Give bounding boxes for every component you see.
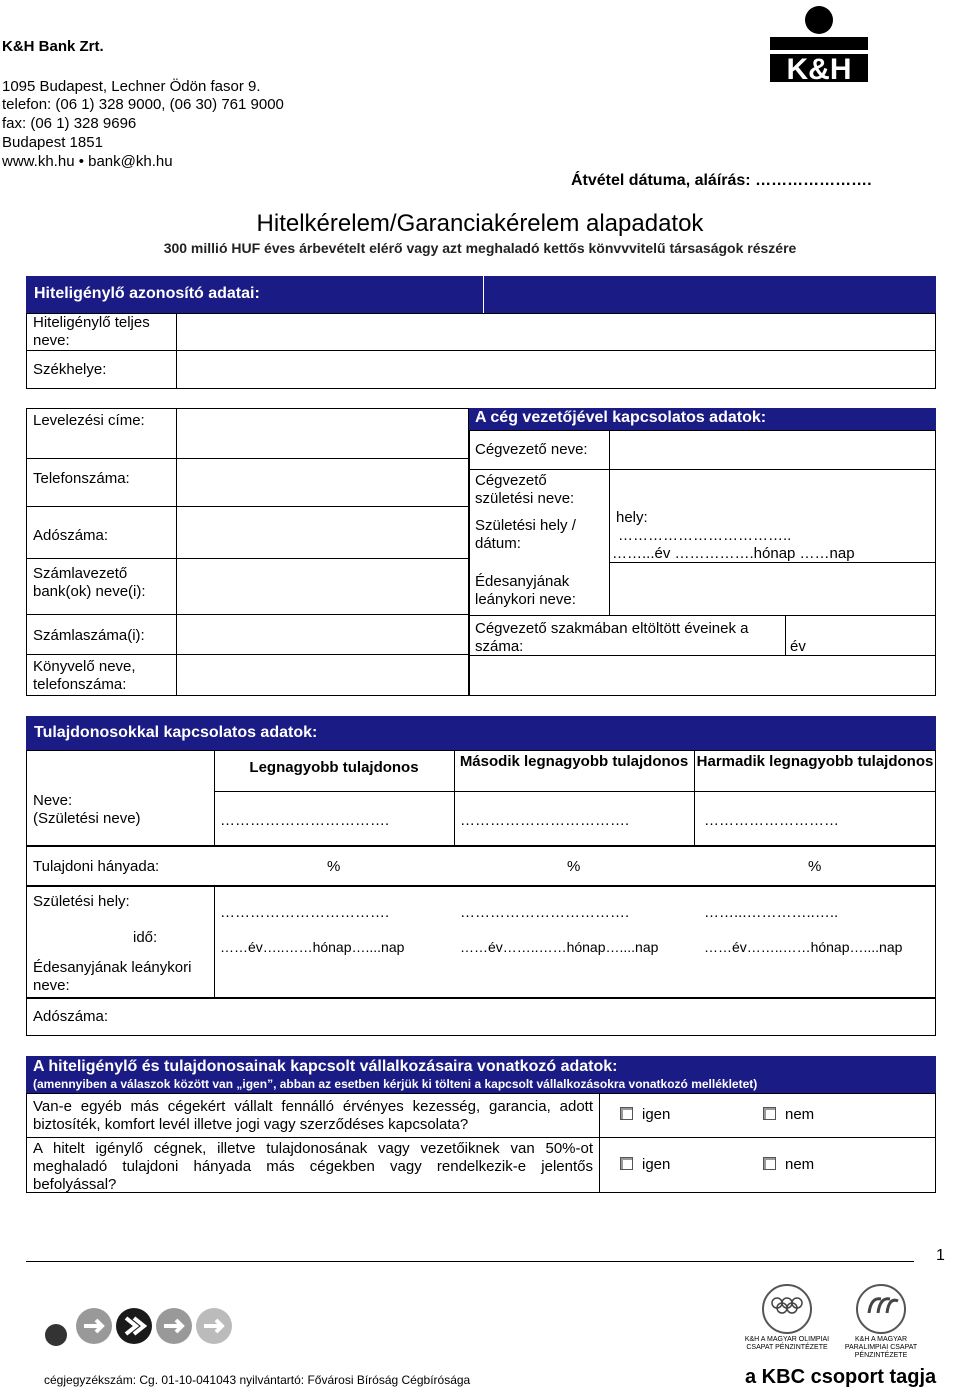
page-title: Hitelkérelem/Garanciakérelem alapadatok bbox=[256, 210, 704, 237]
col-second-owner: Második legnagyobb tulajdonos bbox=[459, 753, 689, 770]
manager-section-header bbox=[469, 408, 936, 430]
manager-section-title: A cég vezetőjével kapcsolatos adatok: bbox=[475, 409, 767, 426]
manager-birth-name-input[interactable] bbox=[610, 470, 935, 506]
olympic-sponsor-badge bbox=[742, 1283, 832, 1363]
label-mail-address: Levelezési címe: bbox=[33, 412, 145, 429]
years-unit: év bbox=[790, 638, 806, 655]
footer-divider bbox=[26, 1261, 914, 1262]
decorative-arrows-icon bbox=[44, 1305, 240, 1347]
owner3-birthplace-dots[interactable]: ……...…………..….. bbox=[704, 904, 839, 921]
owners-tax-row bbox=[26, 998, 936, 1036]
company-phone: telefon: (06 1) 328 9000, (06 30) 761 9000 bbox=[2, 96, 284, 113]
owner3-share-pct[interactable]: % bbox=[808, 858, 822, 875]
company-web: www.kh.hu • bank@kh.hu bbox=[2, 153, 173, 170]
question-ownership: A hitelt igénylő cégnek, illetve tulajdonosának vagy vezetőiknek van 50%-ot meghaladó tulajdoni hányada más cégekben vagy rendelkezik-e jelentős befolyással? bbox=[33, 1140, 593, 1193]
tax-number-input[interactable] bbox=[177, 507, 468, 557]
label-full-name: Hiteligénylő teljes neve: bbox=[33, 314, 150, 349]
related-section-header bbox=[26, 1056, 936, 1093]
company-city: Budapest 1851 bbox=[2, 134, 103, 151]
question-guarantee: Van-e egyéb más cégekért vállalt fennálló érvényes kezesség, garancia, adott biztosíték, komfort levél illetve jogi vagy szerződéses kapcsolata? bbox=[33, 1098, 593, 1133]
owner2-share-pct[interactable]: % bbox=[567, 858, 581, 875]
owner3-name-dots[interactable]: ……………………… bbox=[704, 812, 839, 829]
company-name: K&H Bank Zrt. bbox=[2, 38, 104, 55]
label-owner-birth-time: idő: bbox=[133, 929, 158, 946]
svg-text:K&H: K&H bbox=[786, 53, 852, 84]
related-section-title: A hiteligénylő és tulajdonosainak kapcsolt vállalkozásaira vonatkozó adatok: bbox=[33, 1058, 618, 1075]
company-address: 1095 Budapest, Lechner Ödön fasor 9. bbox=[2, 78, 261, 95]
label-owner-mother: Édesanyjának leánykori neve: bbox=[33, 959, 192, 994]
label-owner-birth-name: (Születési neve) bbox=[33, 810, 141, 827]
col-largest-owner: Legnagyobb tulajdonos bbox=[249, 759, 419, 776]
label-birth-place: hely: bbox=[616, 509, 648, 526]
mail-address-input[interactable] bbox=[177, 409, 468, 457]
manager-name-input[interactable] bbox=[610, 431, 935, 468]
owner2-birth-date[interactable]: ……év……..……hónap…....nap bbox=[460, 939, 659, 955]
q2-yes-label: igen bbox=[642, 1156, 671, 1173]
owners-section-header bbox=[26, 716, 936, 750]
label-manager-years: Cégvezető szakmában eltöltött éveinek a száma: bbox=[475, 620, 749, 655]
phone-input[interactable] bbox=[177, 459, 468, 505]
kh-logo bbox=[768, 4, 870, 84]
label-tax-number: Adószáma: bbox=[33, 527, 109, 544]
registry-number: cégjegyzékszám: Cg. 01-10-041043 nyilvántartó: Fővárosi Bíróság Cégbírósága bbox=[44, 1373, 471, 1387]
label-manager-name: Cégvezető neve: bbox=[475, 441, 588, 458]
receipt-signature-line: Átvétel dátuma, aláírás: …………………. bbox=[571, 172, 872, 189]
company-fax: fax: (06 1) 328 9696 bbox=[2, 115, 137, 132]
label-owner-tax: Adószáma: bbox=[33, 1008, 109, 1025]
owner2-name-dots[interactable]: ……………………………. bbox=[460, 812, 630, 829]
q2-yes-checkbox[interactable] bbox=[620, 1157, 633, 1170]
related-section-note: (amennyiben a válaszok között van „igen”, abban az esetben kérjük ki tölteni a kapcsolt vállalkozásokra vonatkozó mellékletet) bbox=[33, 1077, 758, 1091]
label-bank: Számlavezető bank(ok) neve(i): bbox=[33, 565, 146, 600]
account-input[interactable] bbox=[177, 615, 468, 653]
owner1-birthplace-dots[interactable]: ……………………………. bbox=[220, 904, 390, 921]
owner1-name-dots[interactable]: ……………………………. bbox=[220, 812, 390, 829]
bank-input[interactable] bbox=[177, 559, 468, 613]
birth-place-dots[interactable]: …………………………….. bbox=[618, 527, 792, 544]
q1-yes-checkbox[interactable] bbox=[620, 1107, 633, 1120]
birth-date-dots[interactable]: ……...év …………….hónap ……nap bbox=[612, 545, 855, 562]
q2-no-label: nem bbox=[785, 1156, 815, 1173]
owner1-birth-date[interactable]: ……év…..……hónap…....nap bbox=[220, 939, 405, 955]
owner2-birthplace-dots[interactable]: ……………………………. bbox=[460, 904, 630, 921]
label-account: Számlaszáma(i): bbox=[33, 627, 145, 644]
owner3-birth-date[interactable]: ……év……..……hónap…....nap bbox=[704, 939, 903, 955]
owner1-share-pct[interactable]: % bbox=[327, 858, 341, 875]
q2-no-checkbox[interactable] bbox=[763, 1157, 776, 1170]
label-owner-name: Neve: bbox=[33, 792, 73, 809]
applicant-section-title: Hiteligénylő azonosító adatai: bbox=[34, 285, 260, 302]
q1-no-checkbox[interactable] bbox=[763, 1107, 776, 1120]
label-manager-birth-name: Cégvezető születési neve: bbox=[475, 472, 575, 507]
applicant-section-header bbox=[26, 276, 936, 313]
manager-extra-input[interactable] bbox=[470, 656, 935, 695]
label-owner-birth-place: Születési hely: bbox=[33, 893, 130, 910]
paralympic-sponsor-badge bbox=[836, 1283, 926, 1363]
full-name-input[interactable] bbox=[177, 314, 935, 349]
seat-input[interactable] bbox=[177, 351, 935, 388]
olympic-caption: K&H A MAGYAR OLIMPIAI CSAPAT PÉNZINTÉZETE bbox=[744, 1336, 830, 1351]
manager-mother-input[interactable] bbox=[610, 563, 935, 614]
owners-section-title: Tulajdonosokkal kapcsolatos adatok: bbox=[34, 724, 318, 741]
page-subtitle: 300 millió HUF éves árbevételt elérő vagy azt meghaladó kettős könvvvitelű társaságok részére bbox=[163, 240, 797, 256]
paralympic-caption: K&H A MAGYAR PARALIMPIAI CSAPAT PÉNZINTÉZETE bbox=[844, 1336, 918, 1359]
owners-share-row bbox=[26, 846, 936, 886]
label-owner-share: Tulajdoni hányada: bbox=[33, 858, 160, 875]
label-manager-mother: Édesanyjának leánykori neve: bbox=[475, 573, 576, 608]
label-seat: Székhelye: bbox=[33, 361, 107, 378]
col-third-owner: Harmadik legnagyobb tulajdonos bbox=[696, 753, 934, 770]
accountant-input[interactable] bbox=[177, 655, 468, 695]
label-birth-place-date: Születési hely / dátum: bbox=[475, 517, 576, 552]
q1-no-label: nem bbox=[785, 1106, 815, 1123]
page-number: 1 bbox=[936, 1247, 945, 1264]
kbc-group-member: a KBC csoport tagja bbox=[745, 1366, 937, 1388]
label-phone: Telefonszáma: bbox=[33, 470, 130, 487]
q1-yes-label: igen bbox=[642, 1106, 671, 1123]
label-accountant: Könyvelő neve, telefonszáma: bbox=[33, 658, 136, 693]
